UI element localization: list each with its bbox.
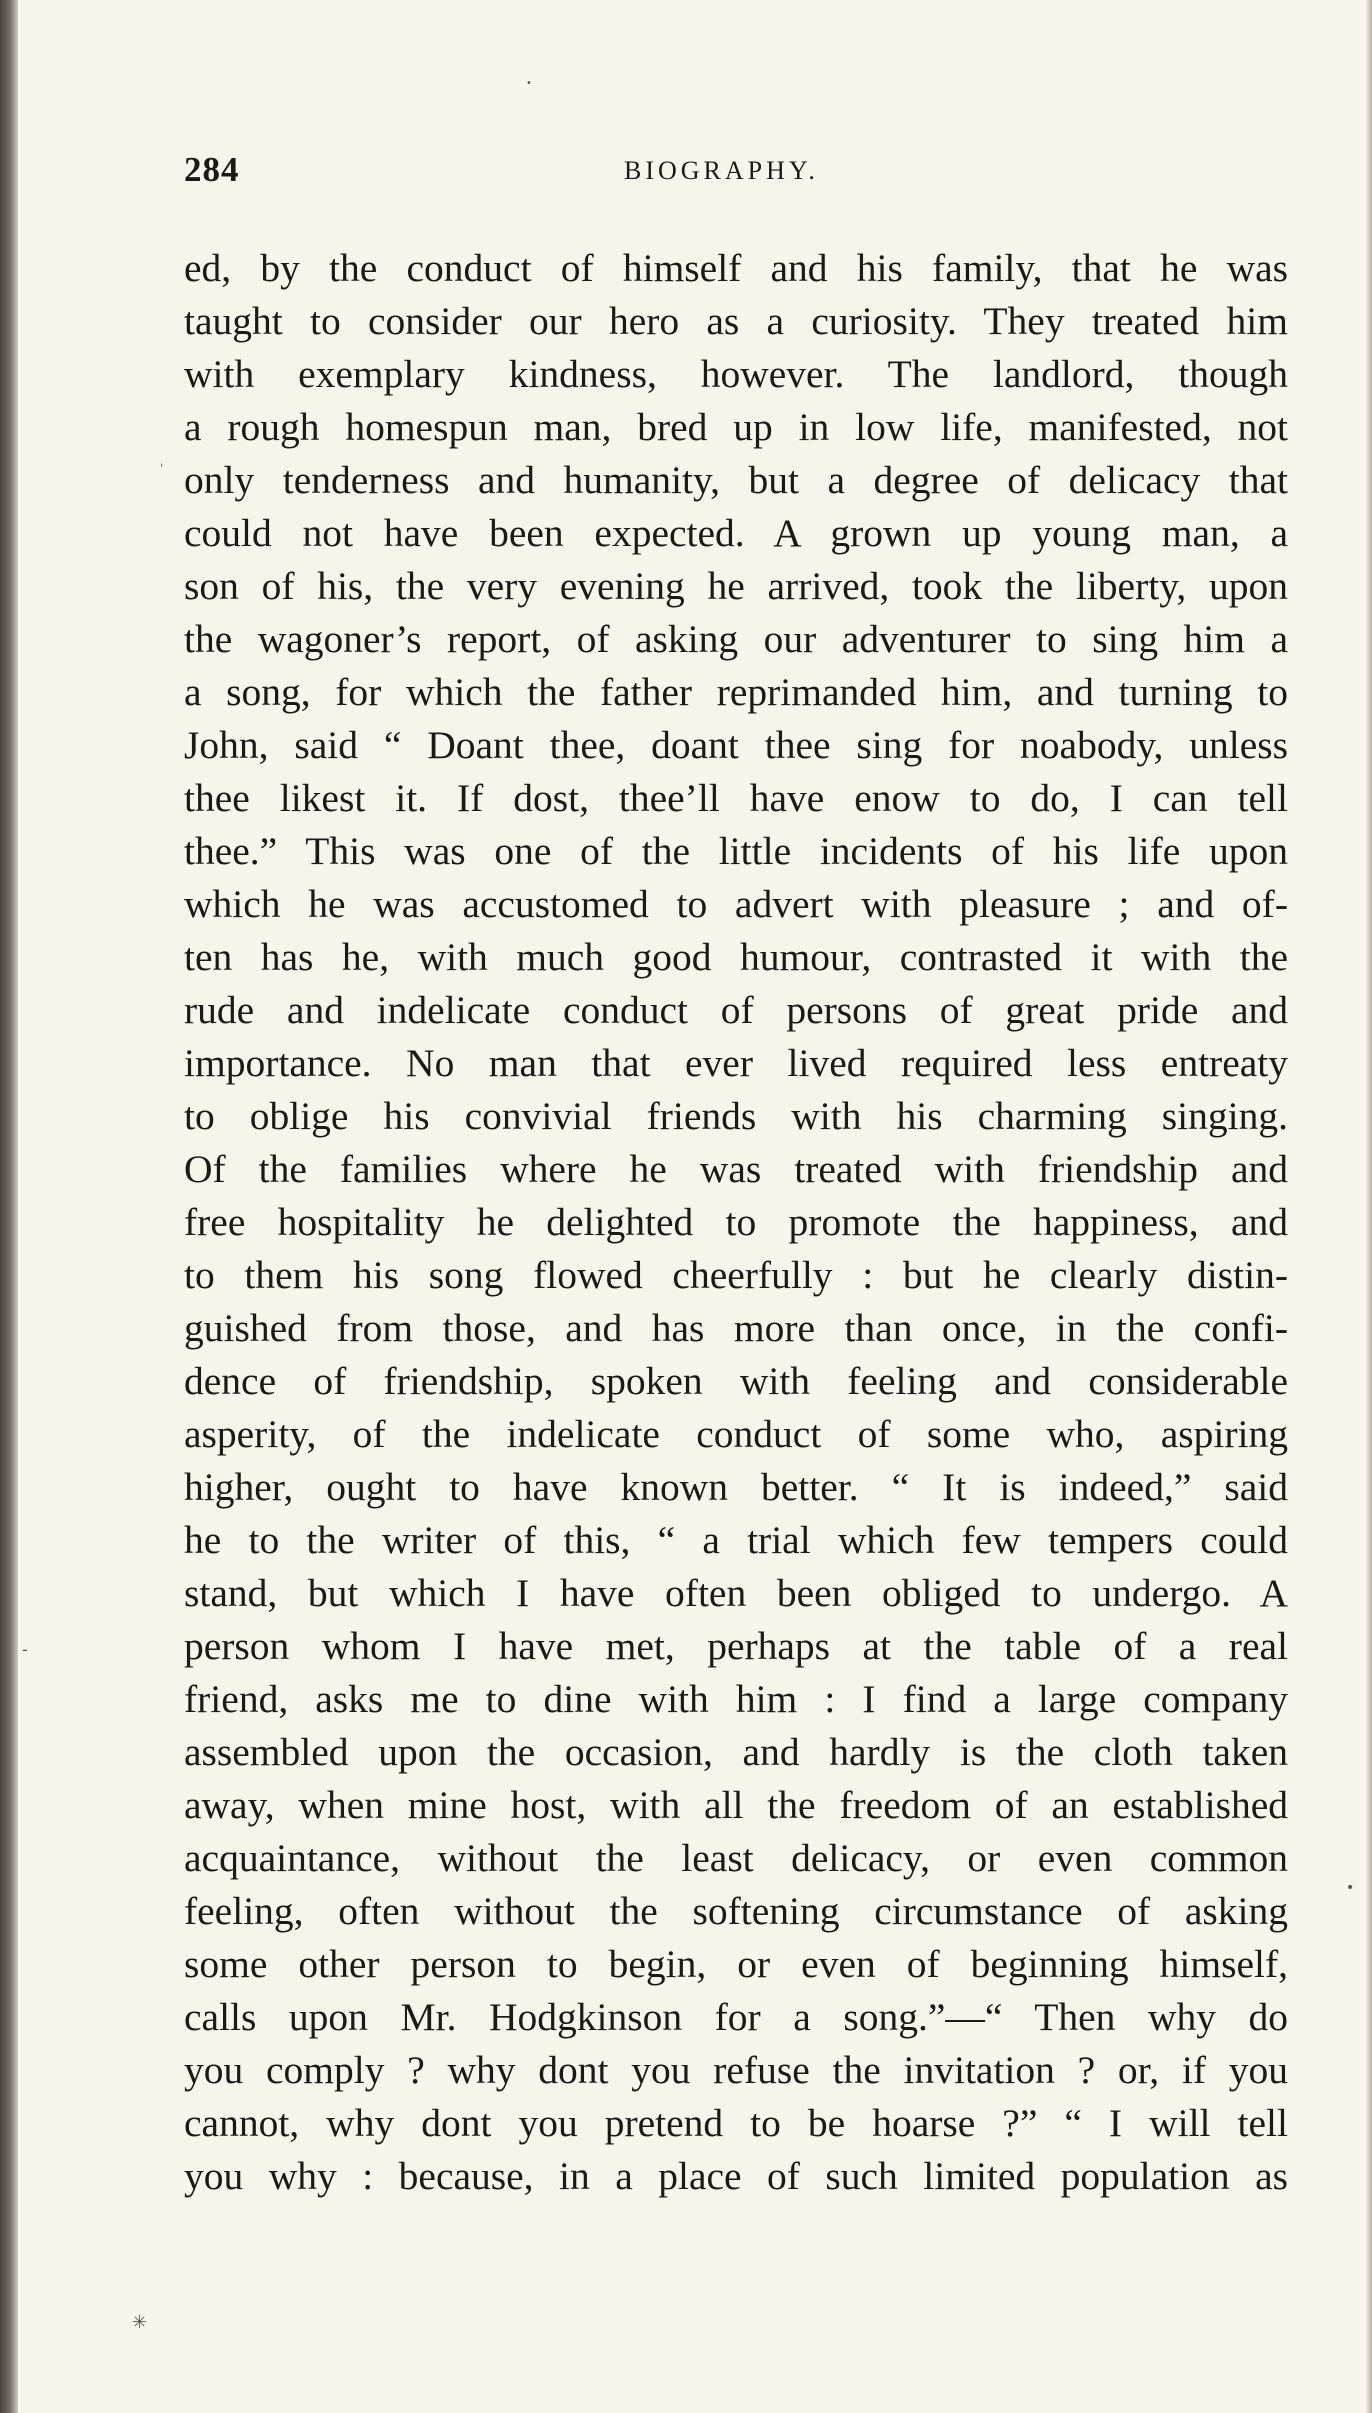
ink-speck: • (526, 78, 532, 89)
text-line: a song, for which the father reprimanded him, and turning to (184, 670, 1288, 714)
text-line: assembled upon the occasion, and hardly is the cloth taken (184, 1730, 1288, 1774)
text-line: to them his song flowed cheerfully : but he clearly distin- (184, 1253, 1288, 1297)
text-line: which he was accustomed to advert with pleasure ; and of- (184, 882, 1288, 926)
text-line: importance. No man that ever lived required less entreaty (184, 1041, 1288, 1085)
text-line: dence of friendship, spoken with feeling and considerable (184, 1359, 1288, 1403)
text-line: only tenderness and humanity, but a degree of delicacy that (184, 458, 1288, 502)
text-line: rude and indelicate conduct of persons of great pride and (184, 988, 1288, 1032)
text-line: asperity, of the indelicate conduct of some who, aspiring (184, 1412, 1288, 1456)
text-line: could not have been expected. A grown up young man, a (184, 511, 1288, 555)
text-line: away, when mine host, with all the freedom of an established (184, 1783, 1288, 1827)
ink-speck: ✳ (132, 2312, 148, 2333)
running-title: BIOGRAPHY. (624, 156, 819, 185)
text-line: thee.” This was one of the little incidents of his life upon (184, 829, 1288, 873)
text-line: Of the families where he was treated with friendship and (184, 1147, 1288, 1191)
text-line: taught to consider our hero as a curiosity. They treated him (184, 299, 1288, 343)
text-line: with exemplary kindness, however. The landlord, though (184, 352, 1288, 396)
text-line: feeling, often without the softening circumstance of asking (184, 1889, 1288, 1933)
text-line: a rough homespun man, bred up in low life, manifested, not (184, 405, 1288, 449)
text-line: person whom I have met, perhaps at the table of a real (184, 1624, 1288, 1668)
text-line: thee likest it. If dost, thee’ll have enow to do, I can tell (184, 776, 1288, 820)
text-line: ten has he, with much good humour, contrasted it with the (184, 935, 1288, 979)
text-line: he to the writer of this, “ a trial which few tempers could (184, 1518, 1288, 1562)
running-head (184, 150, 1288, 200)
ink-speck: • (1346, 1880, 1355, 1896)
page-right-edge (1366, 0, 1372, 2413)
text-line: John, said “ Doant thee, doant thee sing for noabody, unless (184, 723, 1288, 767)
ink-speck: ˈ (160, 462, 164, 476)
text-line: you comply ? why dont you refuse the invitation ? or, if you (184, 2048, 1288, 2092)
text-line: son of his, the very evening he arrived, took the liberty, upon (184, 564, 1288, 608)
book-page (184, 150, 1288, 2203)
text-line: to oblige his convivial friends with his charming singing. (184, 1094, 1288, 1138)
text-line: free hospitality he delighted to promote the happiness, and (184, 1200, 1288, 1244)
text-line: you why : because, in a place of such limited population as (184, 2154, 1288, 2198)
text-line: some other person to begin, or even of beginning himself, (184, 1942, 1288, 1986)
text-line: the wagoner’s report, of asking our adventurer to sing him a (184, 617, 1288, 661)
text-line: stand, but which I have often been obliged to undergo. A (184, 1571, 1288, 1615)
text-line: friend, asks me to dine with him : I find a large company (184, 1677, 1288, 1721)
text-line: calls upon Mr. Hodgkinson for a song.”—“ Then why do (184, 1995, 1288, 2039)
text-line: ed, by the conduct of himself and his family, that he was (184, 246, 1288, 290)
text-line: cannot, why dont you pretend to be hoarse ?” “ I will tell (184, 2101, 1288, 2145)
page-number: 284 (184, 150, 240, 189)
text-line: acquaintance, without the least delicacy, or even common (184, 1836, 1288, 1880)
text-line: guished from those, and has more than once, in the confi- (184, 1306, 1288, 1350)
ink-speck: - (22, 1640, 28, 1659)
body-text (184, 242, 1288, 2203)
page-binding-edge (0, 0, 18, 2413)
text-line: higher, ought to have known better. “ It is indeed,” said (184, 1465, 1288, 1509)
